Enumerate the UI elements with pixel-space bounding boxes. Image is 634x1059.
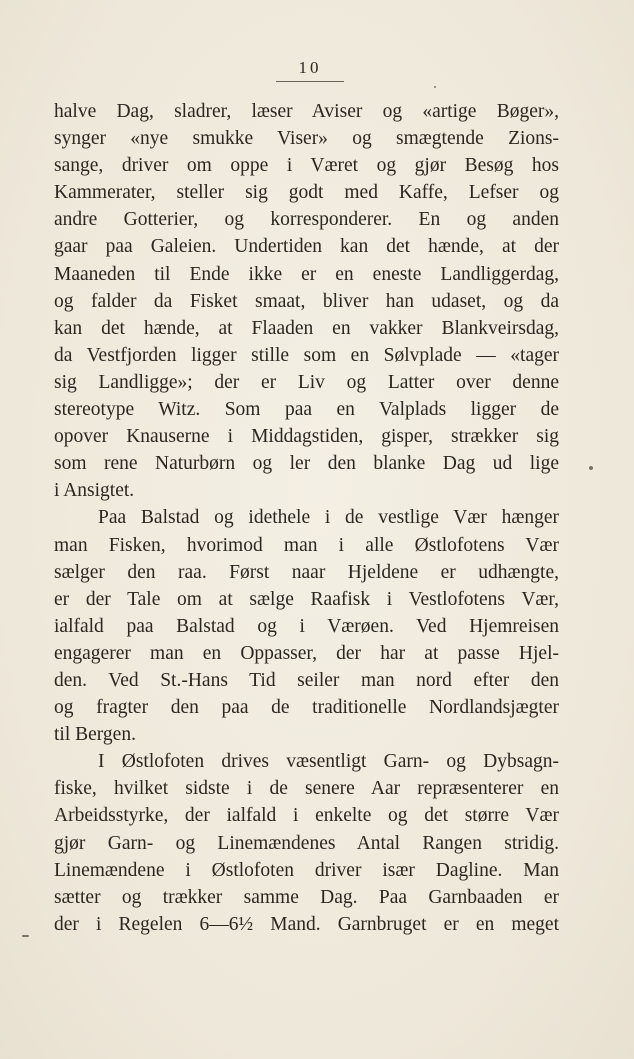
text-line: engagerer man en Oppasser, der har at passe Hjel- xyxy=(54,642,559,664)
text-line: som rene Naturbørn og ler den blanke Dag ud lige xyxy=(54,453,559,475)
paper-speck xyxy=(434,86,436,88)
text-line: sætter og trækker samme Dag. Paa Garnbaaden er xyxy=(54,886,559,908)
paragraph-start-line: Paa Balstad og idethele i de vestlige Vær hænger xyxy=(98,507,559,529)
body-text xyxy=(54,98,559,938)
text-line: gaar paa Galeien. Undertiden kan det hænde, at der xyxy=(54,236,559,258)
text-line: kan det hænde, at Flaaden en vakker Blankveirsdag, xyxy=(54,317,559,339)
text-line: gjør Garn- og Linemændenes Antal Rangen stridig. xyxy=(54,832,559,854)
text-line: da Vestfjorden ligger stille som en Sølvplade — «tager xyxy=(54,344,559,366)
text-line: halve Dag, sladrer, læser Aviser og «artige Bøger», xyxy=(54,101,559,122)
text-line: sig Landligge»; der er Liv og Latter over denne xyxy=(54,371,559,393)
text-line: ialfald paa Balstad og i Værøen. Ved Hjemreisen xyxy=(54,615,559,637)
text-line: sælger den raa. Først naar Hjeldene er udhængte, xyxy=(54,561,559,583)
text-line: Maaneden til Ende ikke er en eneste Landliggerdag, xyxy=(54,263,559,285)
text-line: opover Knauserne i Middagstiden, gisper, strækker sig xyxy=(54,426,559,448)
paper-speck xyxy=(589,466,593,470)
text-line: Arbeidsstyrke, der ialfald i enkelte og det større Vær xyxy=(54,805,559,827)
text-line: og fragter den paa de traditionelle Nordlandsjægter xyxy=(54,697,559,719)
text-line: den. Ved St.-Hans Tid seiler man nord efter den xyxy=(54,669,559,691)
text-line: i Ansigtet. xyxy=(54,480,135,502)
text-line: Linemændene i Østlofoten driver især Dagline. Man xyxy=(54,859,559,881)
text-line: man Fisken, hvorimod man i alle Østlofotens Vær xyxy=(54,534,559,556)
text-line: stereotype Witz. Som paa en Valplads ligger de xyxy=(54,399,559,421)
page-number-rule xyxy=(276,81,344,82)
text-line: og falder da Fisket smaat, bliver han udaset, og da xyxy=(54,290,559,312)
text-line: er der Tale om at sælge Raafisk i Vestlofotens Vær, xyxy=(54,588,559,610)
text-line: Kammerater, steller sig godt med Kaffe, Lefser og xyxy=(54,182,559,204)
text-line: sange, driver om oppe i Været og gjør Besøg hos xyxy=(54,155,559,177)
text-line: der i Regelen 6—6½ Mand. Garnbruget er en meget xyxy=(54,913,559,935)
text-line: synger «nye smukke Viser» og smægtende Zions- xyxy=(54,128,559,150)
paragraph-start-line: I Østlofoten drives væsentligt Garn- og Dybsagn- xyxy=(98,751,559,773)
paper-speck xyxy=(22,935,29,937)
text-line: til Bergen. xyxy=(54,724,136,746)
page-number: 10 xyxy=(298,58,322,77)
text-line: andre Gotterier, og korresponderer. En og anden xyxy=(54,209,559,231)
text-line: fiske, hvilket sidste i de senere Aar repræsenterer en xyxy=(54,778,559,800)
